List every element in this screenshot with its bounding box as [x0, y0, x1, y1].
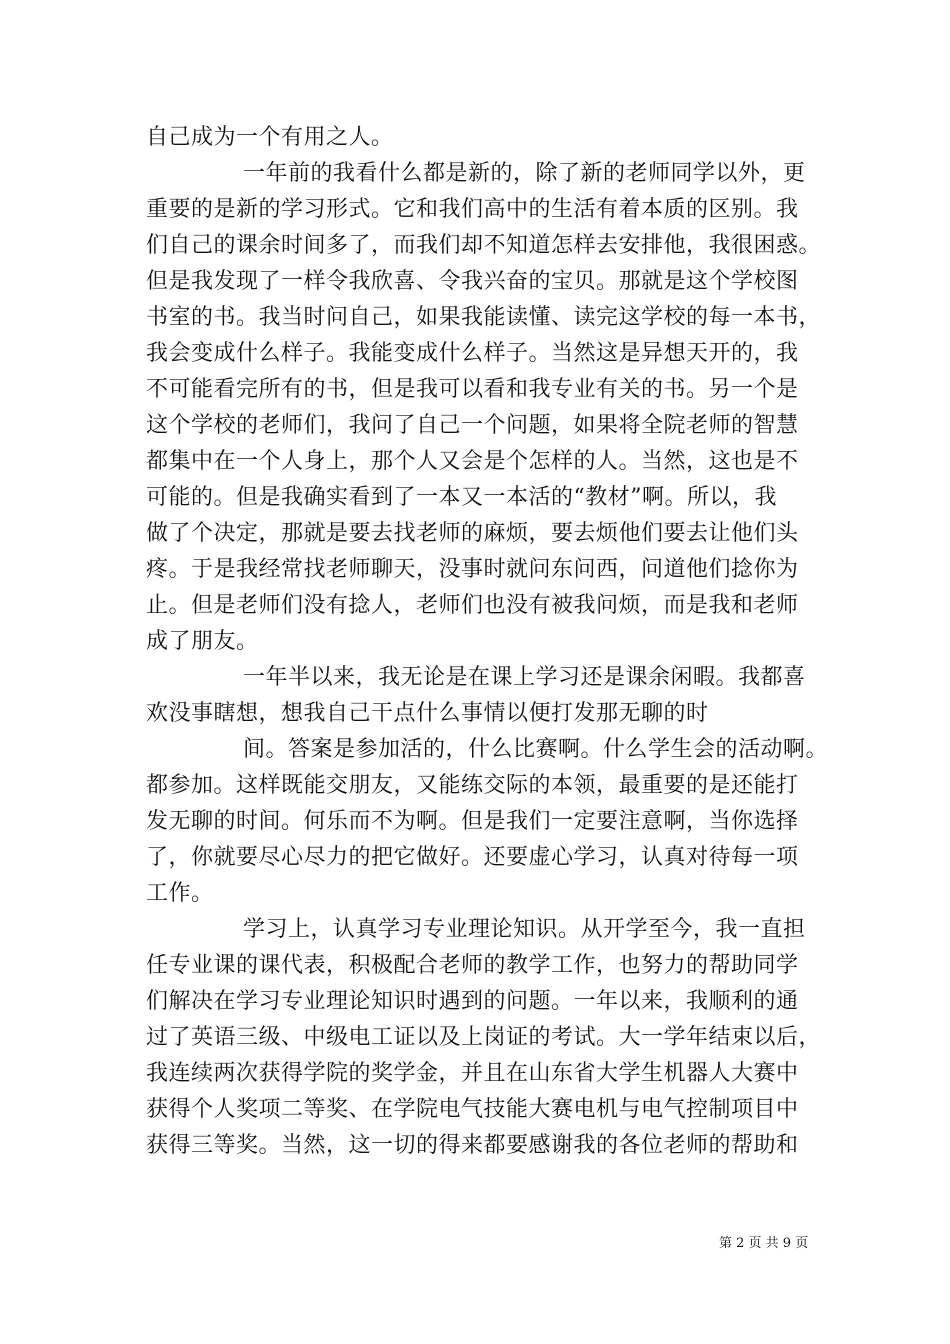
- text-line: 做了个决定，那就是要去找老师的麻烦，要去烦他们要去让他们头: [146, 521, 799, 546]
- text-line: 都参加。这样既能交朋友，又能练交际的本领，最重要的是还能打: [146, 773, 799, 798]
- text-line: 不可能看完所有的书，但是我可以看和我专业有关的书。另一个是: [146, 377, 799, 402]
- text-line: 但是我发现了一样令我欣喜、令我兴奋的宝贝。那就是这个学校图: [146, 269, 799, 294]
- page-number: 第 2 页 共 9 页: [719, 1236, 809, 1251]
- text-line: 疼。于是我经常找老师聊天，没事时就问东问西，问道他们捻你为: [146, 557, 799, 582]
- text-line: 间。答案是参加活的，什么比赛啊。什么学生会的活动啊。: [243, 737, 829, 762]
- text-line: 自己成为一个有用之人。: [146, 125, 394, 150]
- text-line: 欢没事瞎想，想我自己干点什么事情以便打发那无聊的时: [146, 701, 709, 726]
- text-line: 学习上，认真学习专业理论知识。从开学至今，我一直担: [243, 917, 806, 942]
- text-line: 一年半以来，我无论是在课上学习还是课余闲暇。我都喜: [243, 665, 806, 690]
- text-line: 可能的。但是我确实看到了一本又一本活的“教材”啊。所以，我: [146, 485, 777, 510]
- text-line: 获得个人奖项二等奖、在学院电气技能大赛电机与电气控制项目中: [146, 1097, 799, 1122]
- text-line: 工作。: [146, 881, 214, 906]
- text-line: 获得三等奖。当然，这一切的得来都要感谢我的各位老师的帮助和: [146, 1133, 799, 1158]
- text-line: 我连续两次获得学院的奖学金，并且在山东省大学生机器人大赛中: [146, 1061, 799, 1086]
- text-line: 成了朋友。: [146, 629, 259, 654]
- text-line: 重要的是新的学习形式。它和我们高中的生活有着本质的区别。我: [146, 197, 799, 222]
- text-line: 们解决在学习专业理论知识时遇到的问题。一年以来，我顺利的通: [146, 989, 799, 1014]
- text-line: 书室的书。我当时问自己，如果我能读懂、读完这学校的每一本书，: [146, 305, 822, 330]
- text-line: 过了英语三级、中级电工证以及上岗证的考试。大一学年结束以后，: [146, 1025, 822, 1050]
- text-line: 止。但是老师们没有捻人，老师们也没有被我问烦，而是我和老师: [146, 593, 799, 618]
- text-line: 了，你就要尽心尽力的把它做好。还要虚心学习，认真对待每一项: [146, 845, 799, 870]
- text-line: 任专业课的课代表，积极配合老师的教学工作，也努力的帮助同学: [146, 953, 799, 978]
- text-line: 这个学校的老师们，我问了自己一个问题，如果将全院老师的智慧: [146, 413, 799, 438]
- text-line: 我会变成什么样子。我能变成什么样子。当然这是异想天开的，我: [146, 341, 799, 366]
- text-line: 都集中在一个人身上，那个人又会是个怎样的人。当然，这也是不: [146, 449, 799, 474]
- text-line: 们自己的课余时间多了，而我们却不知道怎样去安排他，我很困惑。: [146, 233, 822, 258]
- text-line: 一年前的我看什么都是新的，除了新的老师同学以外，更: [243, 161, 806, 186]
- text-line: 发无聊的时间。何乐而不为啊。但是我们一定要注意啊，当你选择: [146, 809, 799, 834]
